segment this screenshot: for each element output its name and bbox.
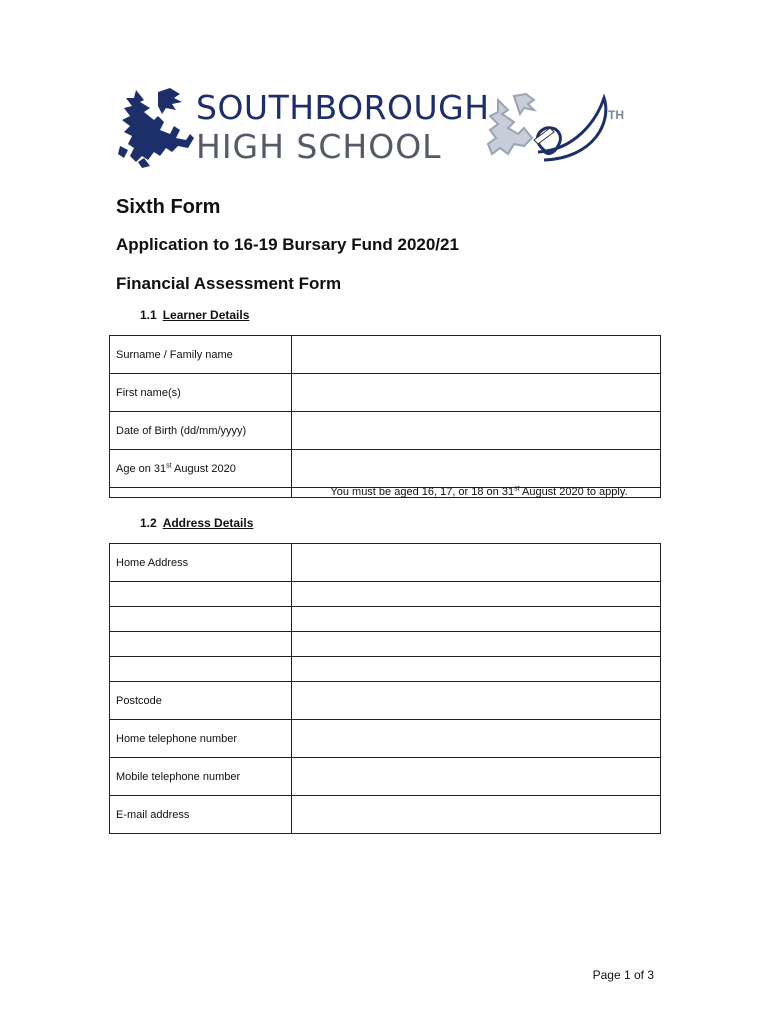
home-address-input-1[interactable] [292,544,660,581]
age-requirement-note [292,485,661,498]
first-name-field[interactable] [292,374,661,412]
home-address-field-4[interactable] [292,632,661,657]
email-label: E-mail address [110,796,292,834]
table-row [110,450,661,488]
table-row [110,488,661,498]
section-number: 1.2 [140,516,157,530]
griffin-crest-icon [114,86,196,168]
age-label-prefix: Age on 31 [116,462,167,475]
surname-field[interactable] [292,336,661,374]
note-blank-cell [110,488,292,498]
mobile-phone-label: Mobile telephone number [110,758,292,796]
table-row [110,657,661,682]
table-row [110,374,661,412]
home-address-input-2[interactable] [292,582,660,606]
dob-field[interactable] [292,412,661,450]
postcode-label: Postcode [110,682,292,720]
home-address-field-5[interactable] [292,657,661,682]
logo-line-high-school: HIGH SCHOOL [196,127,442,166]
school-logo [114,86,624,178]
dob-label: Date of Birth (dd/mm/yyyy) [110,412,292,450]
logo-wordmark [196,88,490,166]
section-title: Address Details [162,516,254,530]
section-title: Learner Details [162,308,250,322]
home-phone-field[interactable] [292,720,661,758]
dob-input[interactable] [292,412,660,449]
table-row [110,607,661,632]
home-address-field-2[interactable] [292,582,661,607]
table-row [110,412,661,450]
home-address-field-1[interactable] [292,544,661,582]
logo-line-southborough: SOUTHBOROUGH [196,88,490,127]
sixth-form-crest-icon [484,92,614,172]
note-suffix: August 2020 to apply. [519,486,628,498]
home-phone-label: Home telephone number [110,720,292,758]
email-field[interactable] [292,796,661,834]
surname-input[interactable] [292,336,660,373]
table-row [110,682,661,720]
age-input[interactable] [292,450,660,487]
home-address-input-4[interactable] [292,632,660,656]
address-label-blank [110,632,292,657]
logo-th-mark: TH [608,108,624,122]
address-label-blank [110,607,292,632]
address-details-table [109,543,661,834]
age-field[interactable] [292,450,661,488]
email-input[interactable] [292,796,660,833]
table-row [110,632,661,657]
page-number: Page 1 of 3 [592,968,654,982]
table-row [110,582,661,607]
first-name-input[interactable] [292,374,660,411]
surname-label: Surname / Family name [110,336,292,374]
mobile-phone-field[interactable] [292,758,661,796]
home-address-field-3[interactable] [292,607,661,632]
mobile-phone-input[interactable] [292,758,660,795]
section-number: 1.1 [140,308,157,322]
address-label-blank [110,582,292,607]
home-phone-input[interactable] [292,720,660,757]
home-address-input-3[interactable] [292,607,660,631]
postcode-field[interactable] [292,682,661,720]
heading-sixth-form: Sixth Form [116,196,221,218]
note-sup: st [514,485,520,493]
section-address-details-label [140,516,253,530]
age-label [110,450,292,488]
age-label-sup: st [166,461,172,469]
age-label-suffix: August 2020 [171,462,236,475]
table-row [110,336,661,374]
heading-financial-assessment: Financial Assessment Form [116,274,342,293]
learner-details-table [109,335,661,498]
home-address-input-5[interactable] [292,657,660,681]
home-address-label: Home Address [110,544,292,582]
table-row [110,544,661,582]
postcode-input[interactable] [292,682,660,719]
table-row [110,720,661,758]
section-learner-details-label [140,308,249,322]
address-label-blank [110,657,292,682]
note-prefix: You must be aged 16, 17, or 18 on 31 [330,486,515,498]
table-row [110,758,661,796]
table-row [110,796,661,834]
first-name-label: First name(s) [110,374,292,412]
heading-application: Application to 16-19 Bursary Fund 2020/21 [116,235,459,254]
